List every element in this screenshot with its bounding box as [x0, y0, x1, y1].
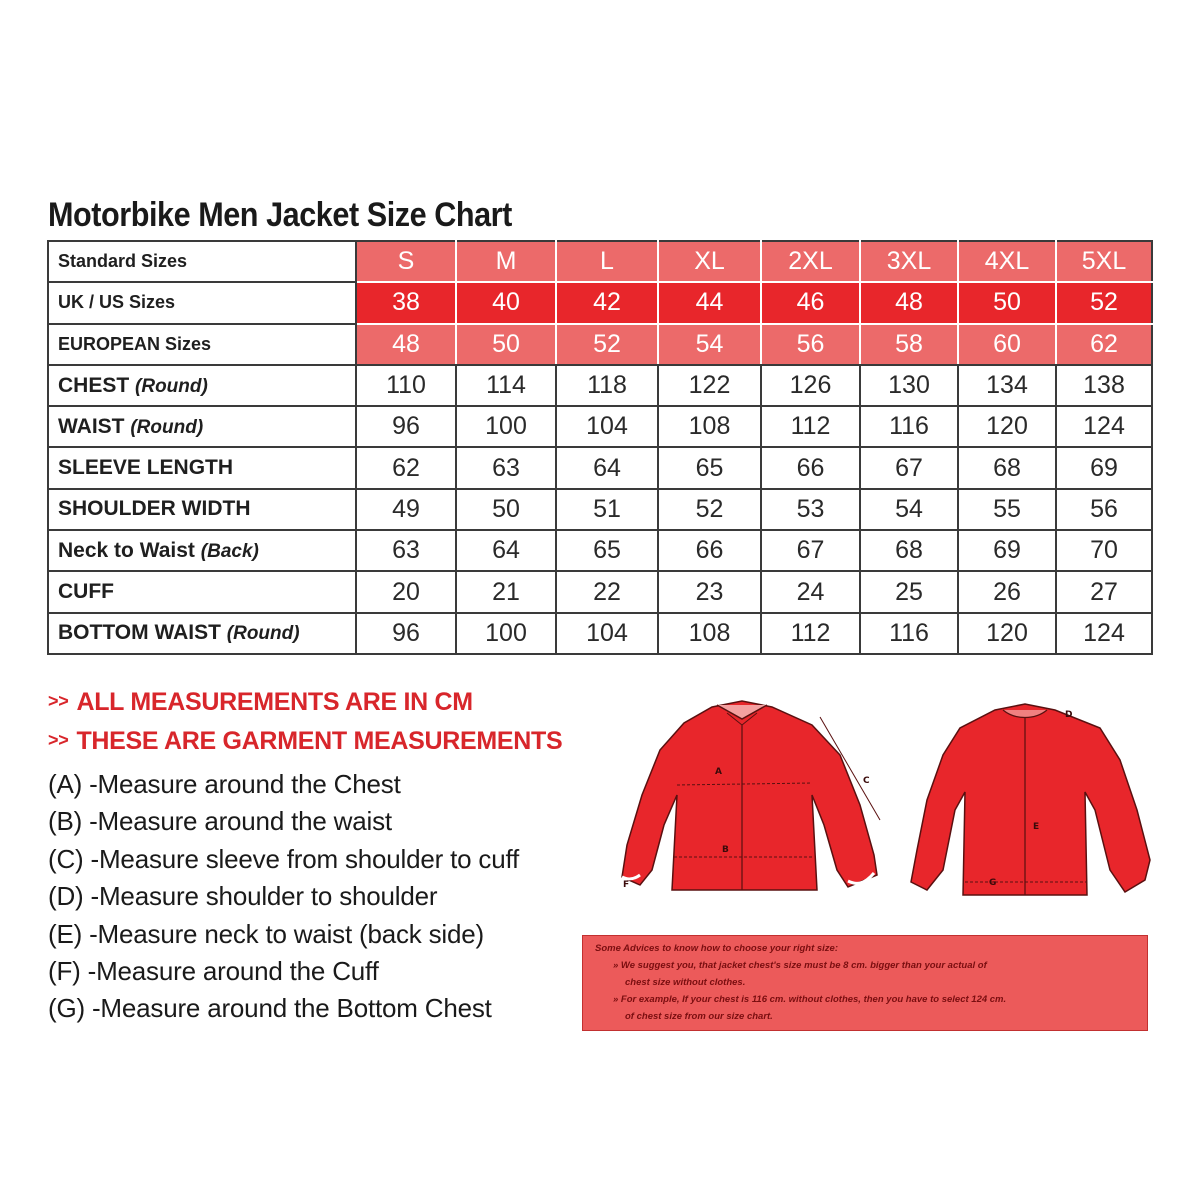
row-label: [48, 571, 356, 612]
row-label-text: Neck to Waist: [58, 538, 195, 562]
table-row-eu: [48, 324, 1152, 365]
table-cell: 138: [1056, 365, 1152, 406]
row-label-text: WAIST: [58, 414, 125, 438]
row-label-text: CHEST: [58, 373, 130, 397]
row-label: [48, 324, 356, 365]
table-cell: 58: [860, 324, 958, 365]
table-cell: 60: [958, 324, 1056, 365]
row-label: [48, 447, 356, 488]
table-row-sleeve: [48, 447, 1152, 488]
table-row-cuff: [48, 571, 1152, 612]
chevron-icon: >>: [48, 691, 69, 711]
table-cell: 63: [356, 530, 456, 571]
table-cell: 50: [958, 282, 1056, 323]
table-cell: 69: [958, 530, 1056, 571]
table-cell: S: [356, 241, 456, 282]
size-chart-table: [47, 240, 1153, 655]
table-cell: 21: [456, 571, 556, 612]
table-cell: 96: [356, 406, 456, 447]
table-cell: 5XL: [1056, 241, 1152, 282]
table-cell: 112: [761, 406, 860, 447]
advice-bullet-2-cont: of chest size from our size chart.: [625, 1011, 773, 1022]
table-cell: 68: [958, 447, 1056, 488]
table-cell: 70: [1056, 530, 1152, 571]
table-cell: 120: [958, 613, 1056, 654]
table-cell: 52: [556, 324, 658, 365]
table-cell: 40: [456, 282, 556, 323]
row-label: [48, 613, 356, 654]
note-chest: (A) -Measure around the Chest: [48, 769, 401, 799]
table-cell: 42: [556, 282, 658, 323]
table-cell: 126: [761, 365, 860, 406]
front-label-c: C: [863, 776, 870, 786]
table-cell: 68: [860, 530, 958, 571]
table-cell: 4XL: [958, 241, 1056, 282]
table-cell: 52: [658, 489, 761, 530]
table-cell: 2XL: [761, 241, 860, 282]
table-cell: 114: [456, 365, 556, 406]
note-bottom-chest: (G) -Measure around the Bottom Chest: [48, 993, 492, 1024]
row-label-text: BOTTOM WAIST: [58, 621, 221, 645]
table-cell: L: [556, 241, 658, 282]
row-label: [48, 530, 356, 571]
table-cell: 24: [761, 571, 860, 612]
front-label-f: F: [623, 880, 630, 890]
table-cell: 49: [356, 489, 456, 530]
table-row-bottom: [48, 613, 1152, 654]
table-row-chest: [48, 365, 1152, 406]
advice-bullet-1: » We suggest you, that jacket chest's size must be 8 cm. bigger than your actual of: [613, 960, 987, 971]
note-waist: (B) -Measure around the waist: [48, 806, 392, 837]
row-label: [48, 365, 356, 406]
table-cell: 44: [658, 282, 761, 323]
back-label-g: G: [989, 878, 997, 888]
table-cell: 124: [1056, 613, 1152, 654]
table-cell: 55: [958, 489, 1056, 530]
table-cell: 64: [456, 530, 556, 571]
table-cell: 38: [356, 282, 456, 323]
front-label-b: B: [722, 845, 729, 855]
note-shoulder: (D) -Measure shoulder to shoulder: [48, 881, 438, 912]
table-cell: 3XL: [860, 241, 958, 282]
table-cell: 63: [456, 447, 556, 488]
note-cuff: (F) -Measure around the Cuff: [48, 955, 379, 986]
jacket-front-body: [622, 701, 877, 890]
table-cell: 52: [1056, 282, 1152, 323]
back-label-e: E: [1033, 822, 1040, 832]
table-cell: 100: [456, 613, 556, 654]
table-cell: 23: [658, 571, 761, 612]
table-cell: 56: [761, 324, 860, 365]
advice-bullet-2: » For example, If your chest is 116 cm. without clothes, then you have to select 124 cm.: [613, 994, 1007, 1005]
table-row-shoulder: [48, 489, 1152, 530]
table-cell: 104: [556, 406, 658, 447]
row-label: [48, 406, 356, 447]
table-cell: 96: [356, 613, 456, 654]
table-cell: 134: [958, 365, 1056, 406]
row-label-text: SHOULDER WIDTH: [58, 497, 251, 521]
table-row-neck: [48, 530, 1152, 571]
table-cell: 54: [860, 489, 958, 530]
measurement-notes: [48, 688, 562, 1028]
table-cell: 53: [761, 489, 860, 530]
table-cell: 120: [958, 406, 1056, 447]
table-cell: 124: [1056, 406, 1152, 447]
table-cell: 62: [356, 447, 456, 488]
row-label-text: Standard Sizes: [58, 251, 188, 272]
table-cell: 46: [761, 282, 860, 323]
table-cell: 48: [860, 282, 958, 323]
chevron-icon: >>: [48, 730, 69, 750]
table-cell: 26: [958, 571, 1056, 612]
jacket-front-illustration: [612, 695, 897, 905]
row-qualifier: (Round): [130, 416, 204, 438]
table-cell: 104: [556, 613, 658, 654]
table-cell: 22: [556, 571, 658, 612]
table-cell: 25: [860, 571, 958, 612]
row-label-text: EUROPEAN Sizes: [58, 333, 212, 354]
row-label-text: UK / US Sizes: [58, 292, 176, 313]
table-cell: 48: [356, 324, 456, 365]
table-cell: 108: [658, 613, 761, 654]
table-row-std: [48, 241, 1152, 282]
table-cell: 54: [658, 324, 761, 365]
row-label-text: CUFF: [58, 580, 114, 604]
table-cell: 67: [761, 530, 860, 571]
table-cell: 65: [658, 447, 761, 488]
jacket-back-body: [911, 704, 1150, 895]
row-qualifier: (Round): [135, 375, 208, 397]
note-neck-to-waist: (E) -Measure neck to waist (back side): [48, 918, 484, 949]
jacket-back-illustration: [905, 700, 1155, 900]
table-cell: 110: [356, 365, 456, 406]
row-label: [48, 282, 356, 323]
table-cell: 116: [860, 406, 958, 447]
row-label: [48, 241, 356, 282]
table-cell: M: [456, 241, 556, 282]
table-cell: 108: [658, 406, 761, 447]
note-units: >> ALL MEASUREMENTS ARE IN CM: [48, 688, 473, 716]
table-cell: 50: [456, 489, 556, 530]
table-cell: 51: [556, 489, 658, 530]
advice-heading: Some Advices to know how to choose your right size:: [595, 943, 838, 954]
table-cell: 116: [860, 613, 958, 654]
table-cell: 65: [556, 530, 658, 571]
advice-bullet-1-cont: chest size without clothes.: [625, 977, 746, 988]
table-cell: 56: [1056, 489, 1152, 530]
table-cell: 50: [456, 324, 556, 365]
table-row-waist: [48, 406, 1152, 447]
table-cell: 130: [860, 365, 958, 406]
note-garment: >> THESE ARE GARMENT MEASUREMENTS: [48, 727, 563, 755]
table-cell: XL: [658, 241, 761, 282]
table-cell: 122: [658, 365, 761, 406]
table-cell: 67: [860, 447, 958, 488]
table-cell: 66: [658, 530, 761, 571]
row-label: [48, 489, 356, 530]
front-label-a: A: [715, 767, 722, 777]
table-cell: 62: [1056, 324, 1152, 365]
table-cell: 27: [1056, 571, 1152, 612]
row-qualifier: (Back): [200, 540, 259, 562]
table-cell: 100: [456, 406, 556, 447]
table-cell: 66: [761, 447, 860, 488]
row-label-text: SLEEVE LENGTH: [58, 456, 234, 480]
back-label-d: D: [1065, 710, 1073, 720]
page-title: Motorbike Men Jacket Size Chart: [48, 196, 512, 234]
table-cell: 112: [761, 613, 860, 654]
table-cell: 20: [356, 571, 456, 612]
row-qualifier: (Round): [226, 623, 300, 645]
table-cell: 69: [1056, 447, 1152, 488]
table-cell: 118: [556, 365, 658, 406]
size-advice-box: [582, 935, 1148, 1031]
table-row-uk: [48, 282, 1152, 323]
note-sleeve: (C) -Measure sleeve from shoulder to cuff: [48, 843, 520, 874]
table-cell: 64: [556, 447, 658, 488]
